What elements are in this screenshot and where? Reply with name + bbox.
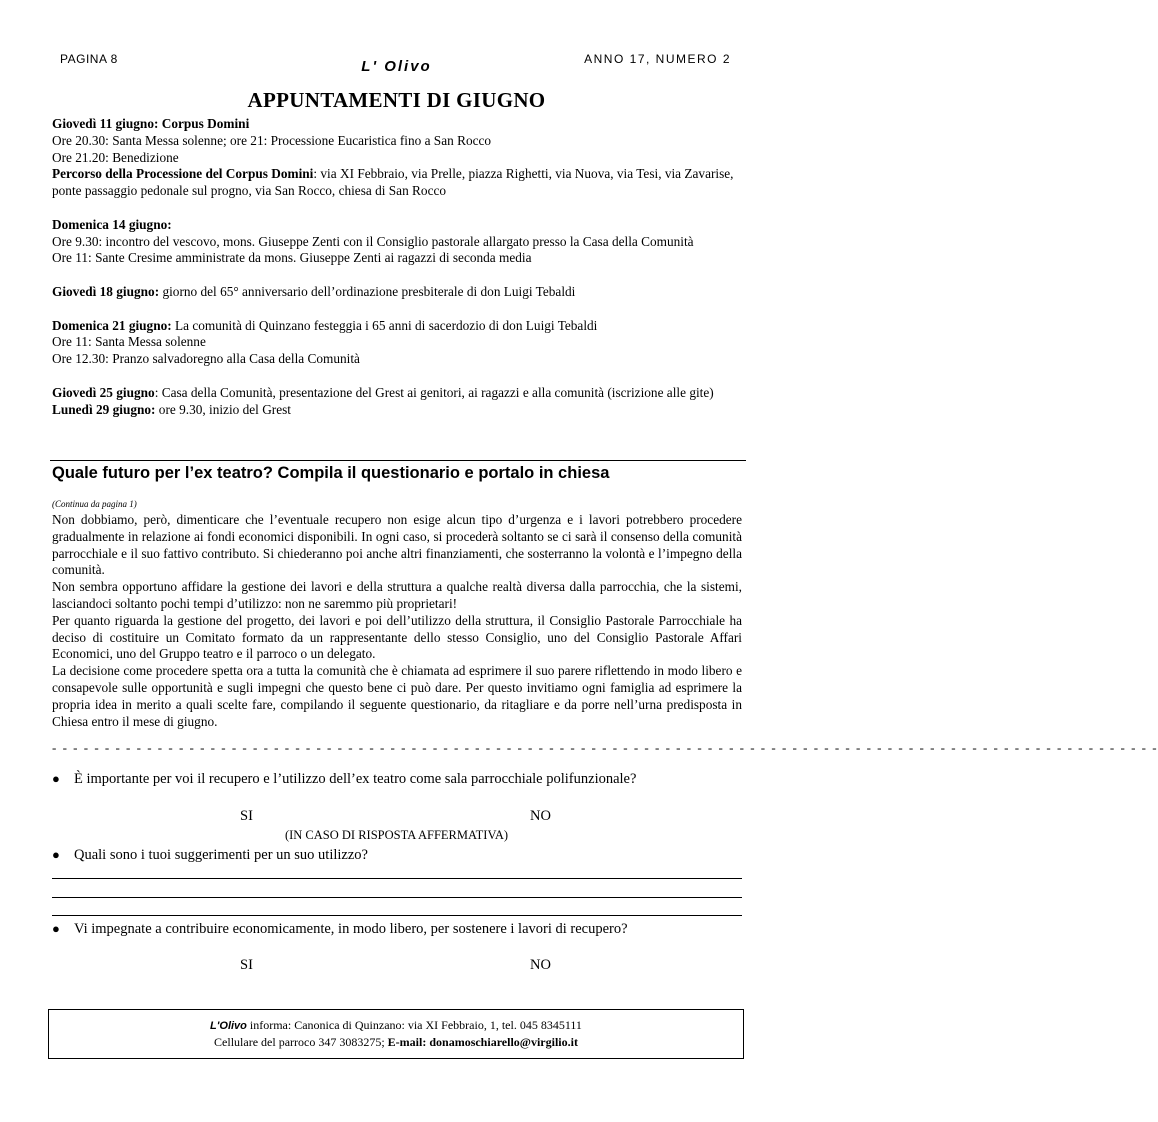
answer-yes-3[interactable]: SI [240, 957, 253, 973]
question-text: Vi impegnate a contribuire economicamente, in modo libero, per sostenere i lavori di recupero? [74, 921, 628, 937]
event-route [52, 166, 742, 200]
continued-note: (Continua da pagina 1) [52, 499, 137, 509]
article-paragraph: Non dobbiamo, però, dimenticare che l’eventuale recupero non esige alcun tipo d’urgenza e i lavori potrebbero procedere gradualmente in relazione ai fondi economici disponibili. In ogni caso, si procederà soltanto se ci sarà il consenso della comunità parrocchiale e il suo fattivo contributo. Si chiederanno poi anche altri finanziamenti, che sosterranno la volontà e l’impegno della comunità. [52, 512, 742, 578]
question-text: Quali sono i tuoi suggerimenti per un suo utilizzo? [74, 847, 368, 863]
section-divider [50, 460, 746, 461]
event-item [52, 284, 742, 301]
event-heading: Lunedì 29 giugno: [52, 401, 156, 417]
bullet-icon: ● [52, 921, 60, 936]
event-heading: Domenica 14 giugno: [52, 216, 172, 232]
route-text: : via XI Febbraio, via Prelle, piazza Righetti, via Nuova, via Tesi, via Zavarise, ponte passaggio pedonale sul progno, via San Rocco, chiesa di San Rocco [52, 166, 734, 199]
event-heading: Giovedì 25 giugno [52, 384, 155, 400]
footer-line-1 [49, 1017, 743, 1034]
article-body [52, 512, 742, 730]
event-line: Ore 21.20: Benedizione [52, 149, 179, 165]
conditional-note: (IN CASO DI RISPOSTA AFFERMATIVA) [284, 828, 509, 842]
article-paragraph: Per quanto riguarda la gestione del progetto, dei lavori e poi dell’utilizzo della struttura, il Consiglio Pastorale Parrocchiale ha deciso di costituire un Comitato formato da un rappresentante dello stesso Consiglio, uno del Consiglio Pastorale Affari Economici, uno del Gruppo teatro e il parroco o un delegato. [52, 612, 742, 662]
footer-line-2 [49, 1034, 743, 1050]
cut-line: - - - - - - - - - - - - - - - - - - - - - - - - - - - - - - - - - - - - - - - - - - - - - - - - - - - - - - - - - - - - - - - - - - - - - - - - - - - - - - - - - - - - - - - - - - - - - - - - - - - - - - - - - [52, 740, 1158, 755]
answer-line[interactable] [52, 915, 742, 916]
email-link[interactable]: donamoschiarello@virgilio.it [429, 1035, 578, 1049]
event-heading: Giovedì 11 giugno: Corpus Domini [52, 116, 250, 131]
event-text: : Casa della Comunità, presentazione del Grest ai genitori, ai ragazzi e alla comunità (iscrizione alle gite) [154, 384, 714, 400]
footer-phone: Cellulare del parroco 347 3083275; [214, 1035, 388, 1049]
page-number: PAGINA 8 [60, 52, 118, 66]
issue-number: ANNO 17, NUMERO 2 [584, 52, 731, 66]
route-label: Percorso della Processione del Corpus Domini [52, 166, 314, 182]
event-line: Ore 11: Sante Cresime amministrate da mons. Giuseppe Zenti ai ragazzi di seconda media [52, 250, 532, 266]
event-text: ore 9.30, inizio del Grest [155, 401, 291, 417]
event-line: Ore 9.30: incontro del vescovo, mons. Giuseppe Zenti con il Consiglio pastorale allargato presso la Casa della Comunità [52, 233, 694, 249]
event-text: La comunità di Quinzano festeggia i 65 anni di sacerdozio di don Luigi Tebaldi [171, 317, 598, 333]
answer-no-3[interactable]: NO [530, 957, 551, 973]
answer-no-1[interactable]: NO [530, 808, 551, 824]
page-title: APPUNTAMENTI DI GIUGNO [247, 88, 546, 112]
survey-question-2 [52, 847, 742, 864]
question-text: È importante per voi il recupero e l’utilizzo dell’ex teatro come sala parrocchiale polifunzionale? [74, 771, 637, 787]
event-heading: Domenica 21 giugno: [52, 317, 172, 333]
article-paragraph: La decisione come procedere spetta ora a tutta la comunità che è chiamata ad esprimere il suo parere riflettendo in modo libero e consapevole sulle opportunità e sugli impegni che questo bene ci può dare. Per questo invitiamo ogni famiglia ad esprimere la propria idea in merito a quali scelte fare, compilando il seguente questionario, da ritagliare e da porre nell’urna predisposta in Chiesa entro il mese di giugno. [52, 663, 742, 729]
survey-question-3 [52, 921, 742, 938]
bullet-icon: ● [52, 847, 60, 862]
event-item [52, 402, 742, 419]
article-paragraph: Non sembra opportuno affidare la gestione dei lavori e della struttura a qualche realtà diversa dalla parrocchia, che la sistemi, lasciandoci soltanto pochi tempi d’utilizzo: non ne saremmo più proprietari! [52, 579, 742, 611]
event-item [52, 385, 742, 402]
event-heading: Giovedì 18 giugno: [52, 283, 160, 299]
footer-info-box [48, 1009, 744, 1059]
answer-line[interactable] [52, 897, 742, 898]
email-label: E-mail: [387, 1035, 430, 1049]
footer-address: informa: Canonica di Quinzano: via XI Febbraio, 1, tel. 045 8345111 [246, 1018, 582, 1032]
events-list [52, 116, 742, 418]
event-line: Ore 12.30: Pranzo salvadoregno alla Casa della Comunità [52, 351, 360, 367]
masthead-logo: L' Olivo [361, 58, 432, 75]
article-title: Quale futuro per l’ex teatro? Compila il questionario e portalo in chiesa [52, 464, 610, 482]
event-line: Ore 20.30: Santa Messa solenne; ore 21: Processione Eucaristica fino a San Rocco [52, 132, 492, 148]
event-item [52, 318, 742, 335]
answer-line[interactable] [52, 878, 742, 879]
bullet-icon: ● [52, 771, 60, 786]
answer-yes-1[interactable]: SI [240, 808, 253, 824]
footer-brand: L'Olivo [210, 1020, 247, 1032]
survey-question-1 [52, 771, 742, 788]
event-text: giorno del 65° anniversario dell’ordinazione presbiterale di don Luigi Tebaldi [159, 283, 576, 299]
event-line: Ore 11: Santa Messa solenne [52, 334, 206, 350]
